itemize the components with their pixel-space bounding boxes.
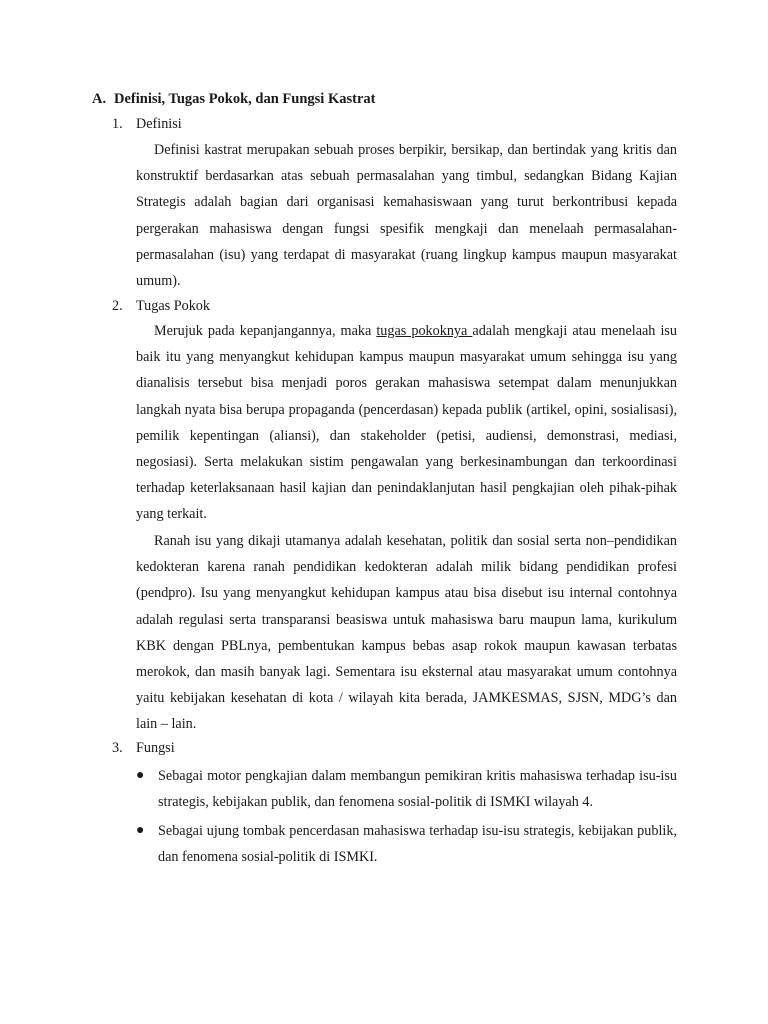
item-tugas-pokok-title (112, 298, 210, 315)
tugas-pokok-p1-before: Merujuk pada kepanjangannya, maka (154, 323, 377, 339)
item-number: 1. (112, 116, 123, 132)
section-letter: A. (92, 91, 107, 107)
item-title-text: Definisi (136, 116, 182, 132)
item-number: 2. (112, 298, 123, 314)
fungsi-bullet-2 (136, 818, 677, 870)
tugas-pokok-underlined: tugas pokoknya (376, 323, 473, 339)
bullet-icon: ● (136, 768, 145, 783)
item-number: 3. (112, 740, 123, 756)
section-title: Definisi, Tugas Pokok, dan Fungsi Kastrat (114, 91, 376, 107)
section-heading (92, 91, 375, 108)
item-fungsi-title (112, 740, 175, 757)
tugas-pokok-p1-after: adalah mengkaji atau menelaah isu baik itu yang menyangkut kehidupan kampus maupun masyarakat umum sehingga isu yang dianalisis tersebut bisa menjadi poros gerakan mahasiswa setempat dalam menunjukkan langkah nyata bisa berupa propaganda (pencerdasan) kepada publik (artikel, opini, sosialisasi), pemilik kepentingan (aliansi), dan stakeholder (petisi, audiensi, demonstrasi, mediasi, negosiasi). Serta melakukan sistim pengawalan yang berkesinambungan dan terkoordinasi terhadap keterlaksanaan hasil kajian dan penindaklanjutan hasil pengkajian oleh pihak-pihak yang terkait. (136, 323, 678, 523)
item-title-text: Fungsi (136, 740, 175, 756)
tugas-pokok-paragraph-2 (136, 528, 677, 738)
bullet-icon: ● (136, 823, 145, 838)
definisi-paragraph-text: Definisi kastrat merupakan sebuah proses berpikir, bersikap, dan bertindak yang kritis dan konstruktif berdasarkan atas sebuah permasalahan yang timbul, sedangkan Bidang Kajian Strategis adalah bagian dari organisasi kemahasiswaan yang turut berkontribusi kepada pergerakan mahasiswa dengan fungsi spesifik mengkaji dan menelaah permasalahan-permasalahan (isu) yang terdapat di masyarakat (ruang lingkup kampus maupun masyarakat umum). (136, 142, 677, 290)
definisi-paragraph (136, 137, 677, 294)
tugas-pokok-paragraph-1 (136, 318, 677, 528)
tugas-pokok-p2-text: Ranah isu yang dikaji utamanya adalah kesehatan, politik dan sosial serta non–pendidikan kedokteran karena ranah pendidikan kedokteran adalah milik bidang pendidikan profesi (pendpro). Isu yang menyangkut kehidupan kampus atau bisa disebut isu internal contohnya adalah regulasi serta transparansi beasiswa untuk mahasiswa baru maupun lama, kurikulum KBK dengan PBLnya, pembentukan kampus bebas asap rokok maupun kawasan terbatas merokok, dan masih banyak lagi. Sementara isu eksternal atau masyarakat umum contohnya yaitu kebijakan kesehatan di kota / wilayah kita berada, JAMKESMAS, SJSN, MDG’s dan lain – lain. (136, 533, 677, 733)
item-title-text: Tugas Pokok (136, 298, 210, 314)
item-definisi-title (112, 116, 182, 133)
fungsi-bullet-2-text: Sebagai ujung tombak pencerdasan mahasiswa terhadap isu-isu strategis, kebijakan publik, dan fenomena sosial-politik di ISMKI. (158, 823, 677, 866)
fungsi-bullet-1-text: Sebagai motor pengkajian dalam membangun pemikiran kritis mahasiswa terhadap isu-isu strategis, kebijakan publik, dan fenomena sosial-politik di ISMKI wilayah 4. (158, 768, 677, 811)
fungsi-bullet-1 (136, 763, 677, 815)
